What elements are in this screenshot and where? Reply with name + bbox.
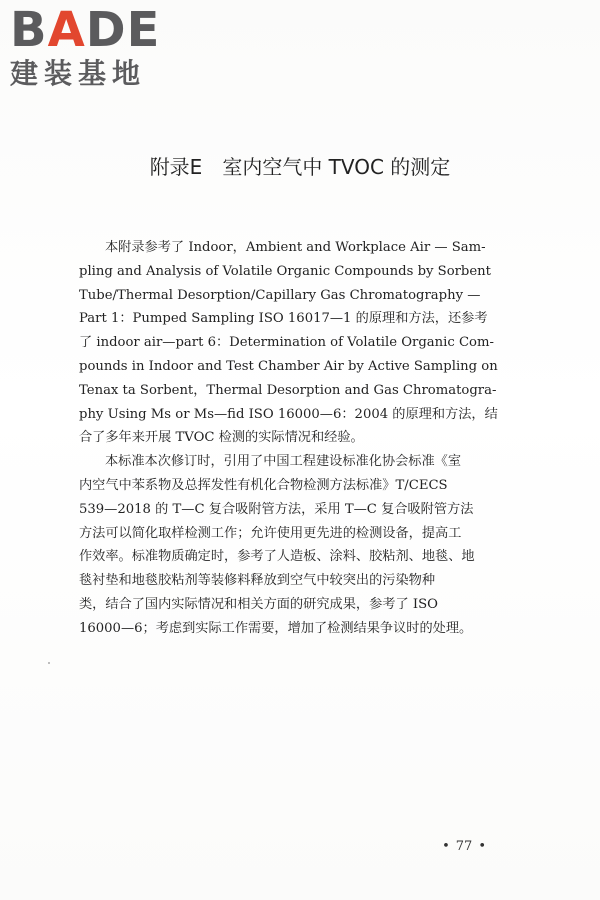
scan-speck: [48, 662, 50, 664]
text-line: 了 indoor air—part 6：Determination of Volatile Organic Com-: [79, 335, 494, 351]
text-line: 作效率。标准物质确定时，参考了人造板、涂料、胶粘剂、地毯、地: [79, 549, 475, 565]
text-line: 539—2018 的 T—C 复合吸附管方法，采用 T—C 复合吸附管方法: [79, 501, 474, 517]
text-line: 内空气中苯系物及总挥发性有机化合物检测方法标准》T/CECS: [79, 477, 448, 493]
text-line: pounds in Indoor and Test Chamber Air by Active Sampling on: [79, 358, 498, 374]
page-number-right-dot: •: [478, 839, 486, 854]
logo-brand-b: B: [10, 2, 48, 58]
text-line: 毯衬垫和地毯胶粘剂等装修料释放到空气中较突出的污染物种: [79, 573, 436, 589]
text-line: Tube/Thermal Desorption/Capillary Gas Chromatography —: [79, 287, 481, 303]
text-line: 方法可以简化取样检测工作；允许使用更先进的检测设备，提高工: [79, 525, 462, 541]
paragraph-1: [79, 236, 511, 450]
appendix-body: [79, 236, 511, 641]
text-line: 类，结合了国内实际情况和相关方面的研究成果，参考了 ISO: [79, 596, 438, 612]
appendix-title: 附录E 室内空气中 TVOC 的测定: [149, 155, 451, 179]
logo-brand-de: DE: [85, 2, 161, 58]
paragraph-2: [79, 450, 511, 640]
text-line: 合了多年来开展 TVOC 检测的实际情况和经验。: [79, 430, 364, 446]
page-number-value: 77: [455, 839, 473, 854]
text-line: 本附录参考了 Indoor，Ambient and Workplace Air — Sam-: [105, 240, 486, 255]
text-line: phy Using Ms or Ms—fid ISO 16000—6：2004 的原理和方法，结: [79, 406, 498, 422]
text-line: 16000—6；考虑到实际工作需要，增加了检测结果争议时的处理。: [79, 620, 473, 636]
logo-chinese-name: 建装基地: [10, 57, 147, 90]
text-line: pling and Analysis of Volatile Organic Compounds by Sorbent: [79, 263, 491, 279]
page-number-left-dot: •: [442, 839, 450, 854]
bade-logo: [10, 2, 180, 94]
logo-brand: [10, 2, 180, 58]
logo-brand-a: A: [47, 2, 86, 58]
text-line: Part 1：Pumped Sampling ISO 16017—1 的原理和方法，还参考: [79, 311, 488, 327]
text-line: Tenax ta Sorbent，Thermal Desorption and Gas Chromatogra-: [79, 382, 497, 398]
text-line: 本标准本次修订时，引用了中国工程建设标准化协会标准《室: [105, 454, 462, 470]
page-number: [436, 838, 492, 856]
